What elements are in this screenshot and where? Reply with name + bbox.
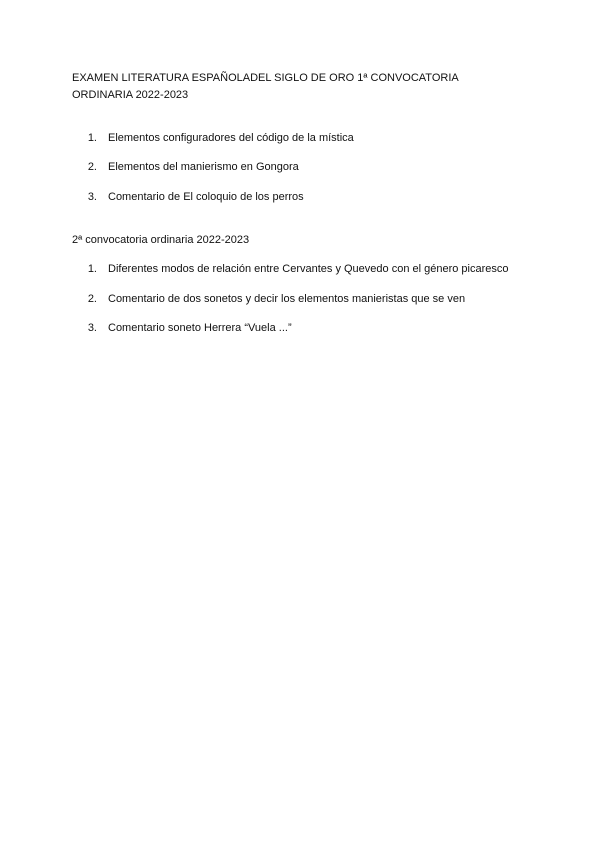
list-text: Comentario de El coloquio de los perros bbox=[108, 191, 304, 203]
list-number: 2. bbox=[87, 161, 97, 173]
section-2-heading: 2ª convocatoria ordinaria 2022-2023 bbox=[72, 234, 250, 246]
title-line-1: EXAMEN LITERATURA ESPAÑOLADEL SIGLO DE ORO 1ª CONVOCATORIA bbox=[72, 72, 459, 84]
list-text: Comentario de dos sonetos y decir los elementos manieristas que se ven bbox=[108, 293, 466, 305]
list-text: Elementos configuradores del código de la mística bbox=[108, 132, 354, 144]
list-number: 3. bbox=[87, 191, 97, 203]
title-line-2: ORDINARIA 2022-2023 bbox=[72, 89, 189, 101]
list-text: Elementos del manierismo en Gongora bbox=[108, 161, 299, 173]
list-number: 2. bbox=[87, 293, 97, 305]
list-text: Diferentes modos de relación entre Cervantes y Quevedo con el género picaresco bbox=[108, 263, 509, 275]
list-number: 1. bbox=[87, 263, 97, 275]
list-text: Comentario soneto Herrera “Vuela ...” bbox=[108, 322, 292, 334]
list-number: 3. bbox=[87, 322, 97, 334]
list-number: 1. bbox=[87, 132, 97, 144]
